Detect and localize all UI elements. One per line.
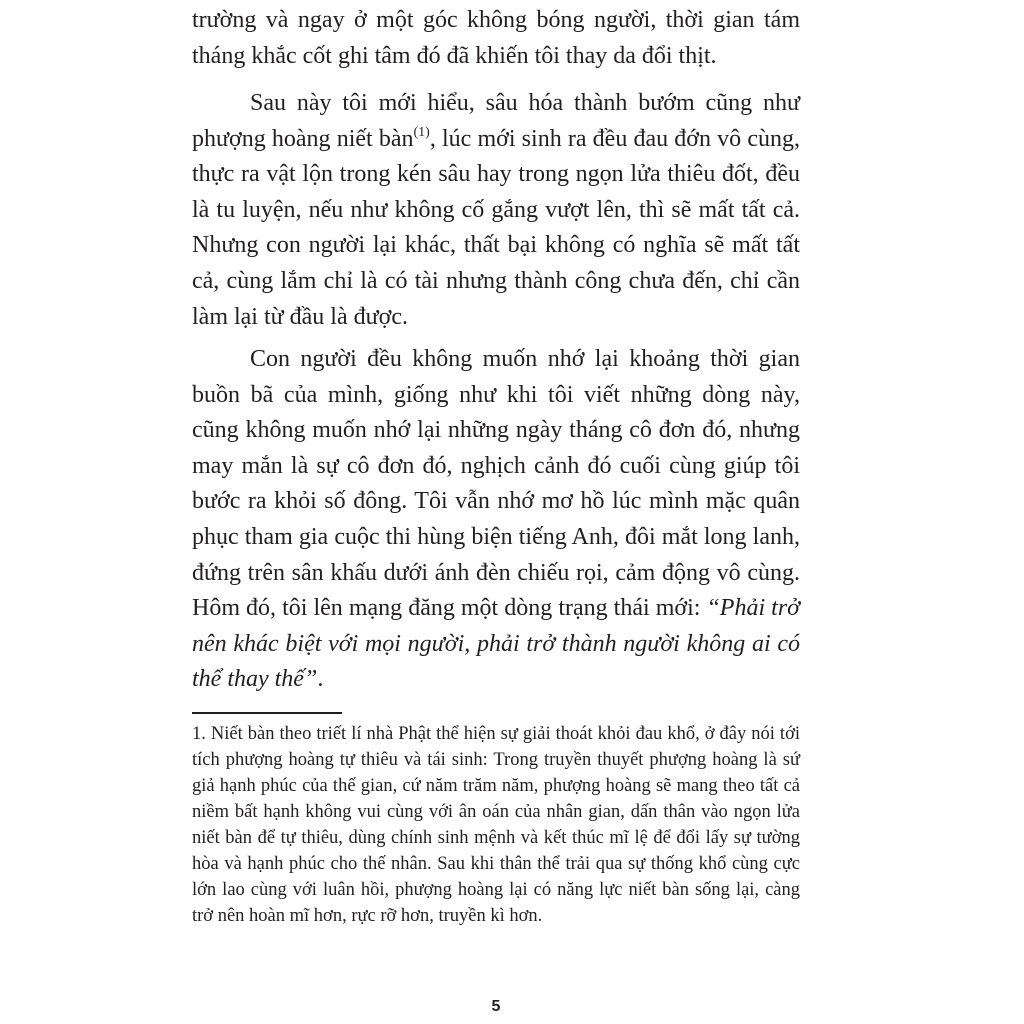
footnote-reference: (1) <box>413 124 430 140</box>
footnote <box>192 721 800 929</box>
paragraph-2-text-start: Sau này tôi mới hiểu, sâu hóa thành bướm cũng như phượng hoàng niết bàn <box>192 90 800 152</box>
paragraph-3 <box>192 342 800 698</box>
paragraph-1 <box>192 3 800 74</box>
footnote-text: 1. Niết bàn theo triết lí nhà Phật thể hiện sự giải thoát khỏi đau khổ, ở đây nói tới tích phượng hoàng tự thiêu và tái sinh: Trong truyền thuyết phượng hoàng là sứ giả hạnh phúc của thế gian, cứ năm trăm năm, phượng hoàng sẽ mang theo tất cả niềm bất hạnh không vui cùng với ân oán của nhân gian, dấn thân vào ngọn lửa niết bàn để tự thiêu, dùng chính sinh mệnh và kết thúc mĩ lệ để đổi lấy sự tường hòa và hạnh phúc cho thế nhân. Sau khi thân thể trải qua sự thống khổ cùng cực lớn lao cùng với luân hồi, phượng hoàng lại có năng lực niết bàn sống lại, càng trở nên hoàn mĩ hơn, rực rỡ hơn, truyền kì hơn. <box>192 724 800 926</box>
book-page <box>192 0 800 1024</box>
paragraph-3-text: Con người đều không muốn nhớ lại khoảng thời gian buồn bã của mình, giống như khi tôi viết những dòng này, cũng không muốn nhớ lại những ngày tháng cô đơn đó, nhưng may mắn là sự cô đơn đó, nghịch cảnh đó cuối cùng giúp tôi bước ra khỏi số đông. Tôi vẫn nhớ mơ hồ lúc mình mặc quân phục tham gia cuộc thi hùng biện tiếng Anh, đôi mắt long lanh, đứng trên sân khấu dưới ánh đèn chiếu rọi, cảm động vô cùng. Hôm đó, tôi lên mạng đăng một dòng trạng thái mới: <box>192 346 800 622</box>
footnote-divider <box>192 712 342 714</box>
paragraph-2 <box>192 86 800 335</box>
paragraph-3-end: . <box>317 666 324 693</box>
page-number: 5 <box>491 998 501 1015</box>
paragraph-2-text-end: , lúc mới sinh ra đều đau đớn vô cùng, thực ra vật lộn trong kén sâu hay trong ngọn lửa thiêu đốt, đều là tu luyện, nếu như không cố gắng vượt lên, thì sẽ mất tất cả. Nhưng con người lại khác, thất bại không có nghĩa sẽ mất tất cả, cùng lắm chỉ là có tài nhưng thành công chưa đến, chỉ cần làm lại từ đầu là được. <box>192 125 800 330</box>
status-quote: “Phải trở nên khác biệt với mọi người, phải trở thành người không ai có thể thay thế” <box>192 595 800 693</box>
paragraph-1-text: trường và ngay ở một góc không bóng người, thời gian tám tháng khắc cốt ghi tâm đó đã khiến tôi thay da đổi thịt. <box>192 7 800 69</box>
